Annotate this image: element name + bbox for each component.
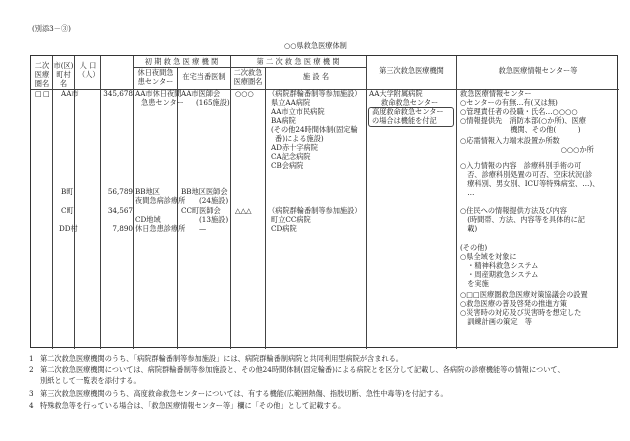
facility-line: 町立CC病院 xyxy=(271,215,311,224)
info-line: ○センターの有無…有(又は無) xyxy=(460,98,558,107)
info-line: ○応需情報入力端末設置か所数 xyxy=(460,136,560,145)
city-name: DD村 xyxy=(59,224,78,233)
city-name: B町 xyxy=(61,187,74,196)
tertiary-hospital: AA大学附属病院 xyxy=(369,89,423,98)
info-line: ○情報提供先 消防本部(○か所)、医療 xyxy=(460,116,586,125)
oncall-line: (13施設) xyxy=(199,215,229,224)
facility-line: BA病院 xyxy=(271,116,296,125)
night-center-line: AA市休日夜間 xyxy=(135,89,182,98)
form-label: (別添3－③) xyxy=(32,24,71,33)
facility-line: CB会病院 xyxy=(271,161,304,170)
header-municipality: 市(区)町村名 xyxy=(53,61,74,89)
footnote: 3 第三次救急医療機関のうち、高度救命救急センターについては、有する機能(広範囲熱傷、指肢切断、急性中毒等)を付記する。 xyxy=(29,389,448,398)
night-center-line: 休日急患診療所 xyxy=(135,224,186,233)
tertiary-note: 高度救命救急センター xyxy=(372,107,444,116)
population-value: 56,789 xyxy=(107,187,133,196)
header-info-center: 救急医療情報センター等 xyxy=(498,66,578,75)
facility-line: (その他24時間体制(固定輪 xyxy=(271,125,358,134)
info-line: ○管理責任者の役職・氏名…○○○○ xyxy=(460,107,578,116)
info-line: 載) xyxy=(460,224,478,233)
facility-line: 番)による施設) xyxy=(275,134,324,143)
oncall-line: AA市医師会 xyxy=(181,89,221,98)
facility-line: CD病院 xyxy=(271,224,297,233)
night-center-line: 急患センター xyxy=(141,98,184,107)
header-primary: 初 期 救 急 医 療 機 関 xyxy=(144,57,219,66)
population-value: 7,890 xyxy=(112,224,133,233)
page-title: ○○県救急医療体制 xyxy=(284,41,347,50)
oncall-line: (165施設) xyxy=(196,98,230,107)
facility-line: （病院群輪番制等参加施設） xyxy=(268,206,362,215)
info-line: … xyxy=(460,188,475,197)
tertiary-note: の場合は機能を付記 xyxy=(372,116,437,125)
city-name: AA市 xyxy=(61,89,79,98)
info-line: 否、診療科別処置の可否、空床状況(診 xyxy=(460,170,593,179)
oncall-line: (24施設) xyxy=(199,196,229,205)
header-secondary: 第 二 次 救 急 医 療 機 関 xyxy=(256,57,340,66)
info-line: ○○○か所 xyxy=(460,145,594,154)
facility-line: （病院群輪番制等参加施設） xyxy=(268,89,362,98)
info-line: (その他) xyxy=(460,243,488,252)
facility-line: AA市立市民病院 xyxy=(271,107,325,116)
info-line: 救急医療情報センター xyxy=(460,89,532,98)
footnote: 2 第二次救急医療機関については、病院群輪番制等参加施設と、その他24時間体制(固定輪番)による病院とを区分して記載し、各病院の診療機能等の情報について、 xyxy=(29,365,565,374)
secondary-area-name: ○○○ xyxy=(235,89,254,98)
info-line: ・精神科救急システム xyxy=(460,261,539,270)
night-center-line: BB地区 xyxy=(135,187,160,196)
header-tertiary: 第三次救急医療機関 xyxy=(379,66,444,75)
emergency-table xyxy=(30,55,618,348)
footnote: 別紙として一覧表を添付する。 xyxy=(40,376,141,385)
header-secondary-facility: 施 設 名 xyxy=(302,72,330,81)
info-line: ○救急医療の普及啓発の推進方策 xyxy=(460,299,567,308)
population-value: 34,567 xyxy=(107,206,133,215)
header-secondary-area: 二次救急医療圏名 xyxy=(233,68,263,87)
footnote: 1 第二次救急医療機関のうち、「病院群輪番制等参加施設」には、病院群輪番制病院と共同利用型病院が含まれる。 xyxy=(29,354,403,363)
facility-line: CA記念病院 xyxy=(271,152,311,161)
oncall-line: — xyxy=(199,224,207,233)
info-line: ○□□医療圏救急医療対策協議会の設置 xyxy=(460,290,588,299)
night-center-line: CD地域 xyxy=(135,215,161,224)
header-area: 二次医療圏名 xyxy=(34,61,50,89)
info-line: 訓練計画の策定 等 xyxy=(460,317,532,326)
tertiary-hospital: 救命救急センター xyxy=(381,98,439,107)
population-value: 345,678 xyxy=(103,89,133,98)
facility-line: AD赤十字病院 xyxy=(271,143,318,152)
info-line: ○住民への情報提供方法及び内容 xyxy=(460,206,567,215)
header-population: 人 口（人） xyxy=(78,61,100,80)
oncall-line: CC町医師会 xyxy=(181,206,221,215)
oncall-line: BB地区医師会 xyxy=(181,187,228,196)
info-line: 療科別、男女別、ICU等特殊病室、…)、 xyxy=(460,179,600,188)
night-center-line: 夜間急病診療所 xyxy=(135,196,186,205)
info-line: ○入力情報の内容 診療科別手術の可 xyxy=(460,161,582,170)
info-line: を実施 xyxy=(460,279,489,288)
info-line: ○災害時の対応及び災害時を想定した xyxy=(460,308,582,317)
info-line: ・周産期救急システム xyxy=(460,270,539,279)
footnote: 4 特殊救急等を行っている場合は、「救急医療情報センター等」欄に「その他」として記載する。 xyxy=(29,401,346,410)
city-name: C町 xyxy=(61,206,74,215)
area-checkbox[interactable]: □ xyxy=(35,89,42,98)
secondary-area-name: △△△ xyxy=(235,206,252,215)
info-line: (時間帯、方法、内容等を具体的に記 xyxy=(460,215,585,224)
info-line: ○県全域を対象に xyxy=(460,252,517,261)
header-primary-night: 休日夜間急患センター xyxy=(137,68,174,87)
header-primary-oncall: 在宅当番医制 xyxy=(182,72,226,81)
facility-line: 県立AA病院 xyxy=(271,98,311,107)
area-checkbox[interactable]: □ xyxy=(43,89,50,98)
info-line: 機関、その他( ) xyxy=(460,125,581,134)
